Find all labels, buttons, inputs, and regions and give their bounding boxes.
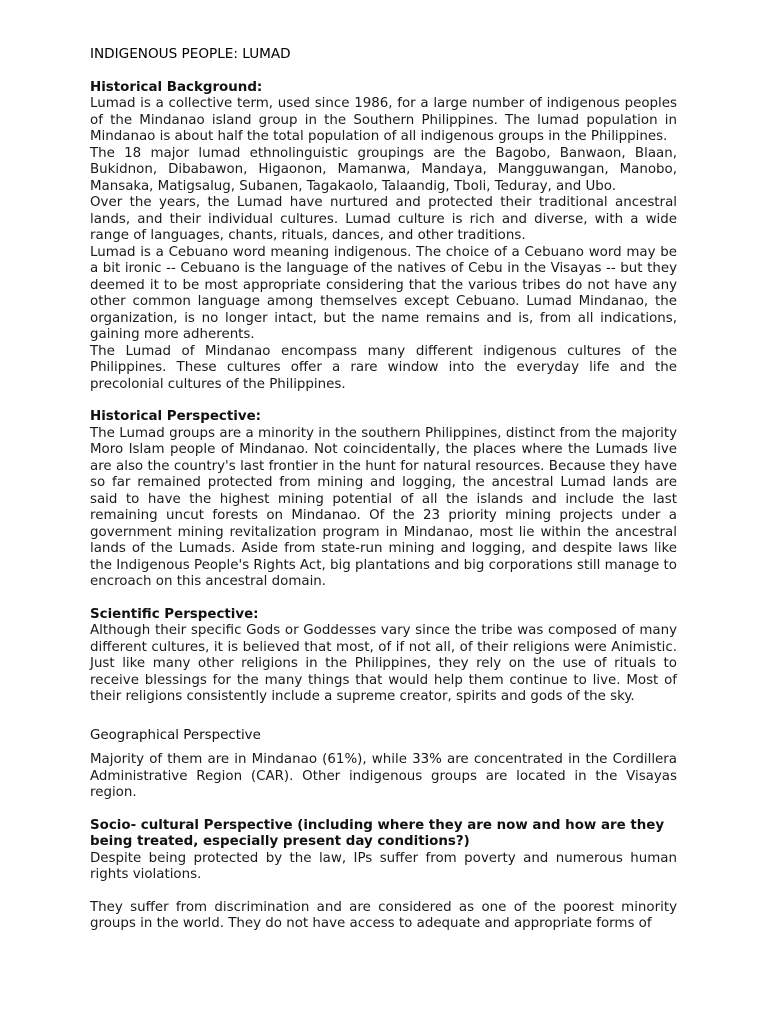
paragraph: Majority of them are in Mindanao (61%), while 33% are concentrated in the Cordillera Administrative Region (CAR). Other indigenous groups are located in the Visayas region. [90,752,677,800]
paragraph: They suffer from discrimination and are considered as one of the poorest minority groups in the world. They do not have access to adequate and appropriate forms of [90,899,677,931]
section-heading: Socio- cultural Perspective (including where they are now and how are they being treated, especially present day conditions?) [90,817,665,849]
paragraph: Over the years, the Lumad have nurtured and protected their traditional ancestral lands, and their individual cultures. Lumad culture is rich and diverse, with a wide range of languages, chants, rituals, dances, and other traditions. [90,195,677,243]
paragraph: Although their specific Gods or Goddesses vary since the tribe was composed of many different cultures, it is believed that most, of if not all, of their religions were Animistic. Just like many other religions in the Philippines, they rely on the use of rituals to receive blessings for the many things that would help them continue to live. Most of their religions consistently include a supreme creator, spirits and gods of the sky. [90,623,677,704]
document-page [90,46,677,949]
paragraph: The Lumad of Mindanao encompass many different indigenous cultures of the Philippines. These cultures offer a rare window into the everyday life and the precolonial cultures of the Philippines. [90,343,677,392]
section-geographical-perspective [90,728,677,802]
section-heading: Historical Background: [90,79,263,95]
section-historical-background [90,80,677,394]
section-heading: Historical Perspective: [90,409,262,424]
section-heading: Geographical Perspective [90,727,261,743]
section-socio-cultural-perspective [90,818,677,933]
paragraph: The 18 major lumad ethnolinguistic groupings are the Bagobo, Banwaon, Blaan, Bukidnon, Dibabawon, Higaonon, Mamanwa, Mandaya, Mangguwangan, Manobo, Mansaka, Matigsalug, Subanen, Tagakaolo, Talaandig, Tboli, Teduray, and Ubo. [90,145,677,194]
section-heading: Scientific Perspective: [90,606,259,622]
section-historical-perspective [90,409,677,591]
paragraph: Despite being protected by the law, IPs suffer from poverty and numerous human rights violations. [90,850,677,882]
document-title: INDIGENOUS PEOPLE: LUMAD [90,46,291,62]
paragraph: Lumad is a collective term, used since 1986, for a large number of indigenous peoples of the Mindanao island group in the Southern Philippines. The lumad population in Mindanao is about half the total population of all indigenous groups in the Philippines. [90,96,677,144]
paragraph: The Lumad groups are a minority in the southern Philippines, distinct from the majority Moro Islam people of Mindanao. Not coincidentally, the places where the Lumads live are also the country's last frontier in the hunt for natural resources. Because they have so far remained protected from mining and logging, the ancestral Lumad lands are said to have the highest mining potential of all the islands and include the last remaining uncut forests on Mindanao. Of the 23 priority mining projects under a government mining revitalization program in Mindanao, most lie within the ancestral lands of the Lumads. Aside from state-run mining and logging, and despite laws like the Indigenous People's Rights Act, big plantations and big corporations still manage to encroach on this ancestral domain. [90,425,677,589]
paragraph: Lumad is a Cebuano word meaning indigenous. The choice of a Cebuano word may be a bit ironic -- Cebuano is the language of the natives of Cebu in the Visayas -- but they deemed it to be most appropriate considering that the various tribes do not have any other common language among themselves except Cebuano. Lumad Mindanao, the organization, is no longer intact, but the name remains and is, from all indications, gaining more adherents. [90,244,677,342]
section-scientific-perspective [90,607,677,706]
